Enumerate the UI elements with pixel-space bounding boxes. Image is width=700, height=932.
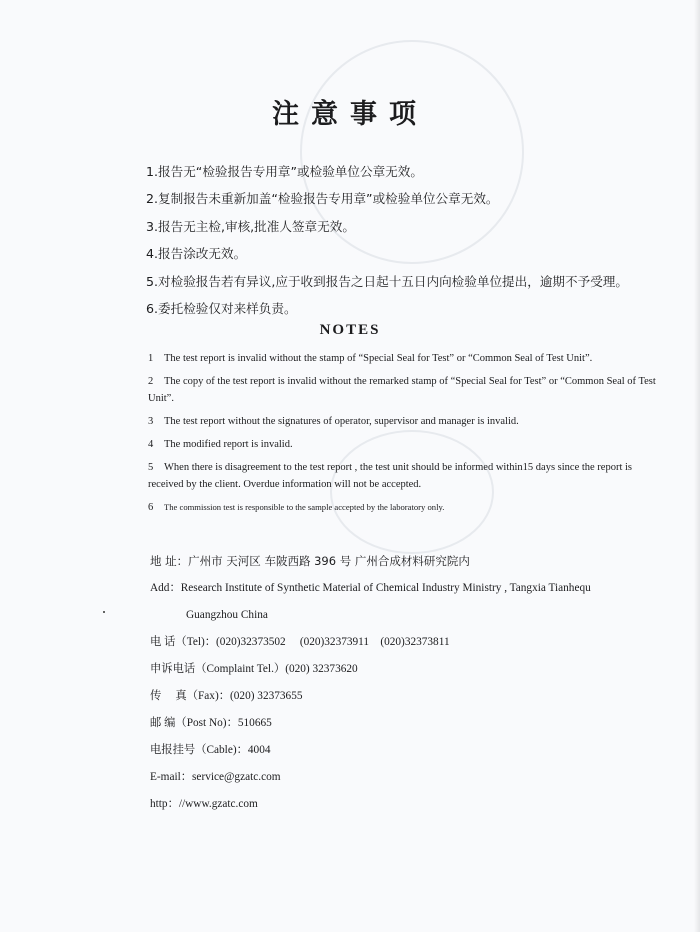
note-number: 5 [148,462,154,473]
note-text: The commission test is responsible to the sample accepted by the laboratory only. [164,502,445,512]
contact-block [150,548,670,818]
post-code-line: 邮 编（Post No)：510665 [150,717,272,729]
note-number: 6 [148,502,154,513]
chinese-note-5: 5.对检验报告若有异议,应于收到报告之日起十五日内向检验单位提出，逾期不予受理。 [146,273,628,289]
complaint-tel-line: 申诉电话（Complaint Tel.）(020) 32373620 [150,663,358,675]
english-note-3 [148,413,668,430]
note-number: 3 [148,416,154,427]
english-note-4 [148,436,668,453]
website-line: http：//www.gzatc.com [150,798,258,810]
stray-mark [103,611,105,613]
chinese-note-1: 1.报告无“检验报告专用章”或检验单位公章无效。 [146,164,423,179]
note-text: The copy of the test report is invalid without the remarked stamp of “Special Seal for Test” or “Common Seal of Test Unit”. [148,376,656,404]
notes-heading: NOTES [319,322,381,338]
chinese-note-4: 4.报告涂改无效。 [146,246,247,262]
english-note-2 [148,373,668,407]
address-en-line-2: Guangzhou China [186,609,268,621]
telephone-line: 电 话（Tel)：(020)32373502 (020)32373911 (020)32373811 [150,636,450,648]
address-en-line-1: Add：Research Institute of Synthetic Material of Chemical Industry Ministry , Tangxia Tianhequ [150,582,591,594]
note-text: When there is disagreement to the test report , the test unit should be informed within15 days since the report is received by the client. Overdue information will not be accepted. [148,462,633,490]
english-note-6 [148,499,668,516]
english-note-1 [148,350,668,367]
note-number: 4 [148,439,154,450]
page-edge-shadow [694,0,700,932]
fax-line: 传 真（Fax)：(020) 32373655 [150,690,303,702]
chinese-notes-list [146,158,686,322]
note-text: The test report is invalid without the stamp of “Special Seal for Test” or “Common Seal of Test Unit”. [164,353,593,364]
english-note-5 [148,459,668,493]
chinese-note-3: 3.报告无主检,审核,批准人签章无效。 [146,218,355,234]
page-title: 注意事项 [272,99,428,130]
email-line: E-mail：service@gzatc.com [150,771,281,783]
note-text: The modified report is invalid. [164,439,293,450]
cable-line: 电报挂号（Cable)：4004 [150,744,271,756]
note-number: 2 [148,376,154,387]
note-number: 1 [148,353,154,364]
note-text: The test report without the signatures of operator, supervisor and manager is invalid. [164,416,519,427]
english-notes-list [148,350,668,522]
address-cn: 地 址：广州市 天河区 车陂西路 396 号 广州合成材料研究院内 [150,554,470,568]
chinese-note-6: 6.委托检验仅对来样负责。 [146,301,297,317]
chinese-note-2: 2.复制报告未重新加盖“检验报告专用章”或检验单位公章无效。 [146,191,499,207]
